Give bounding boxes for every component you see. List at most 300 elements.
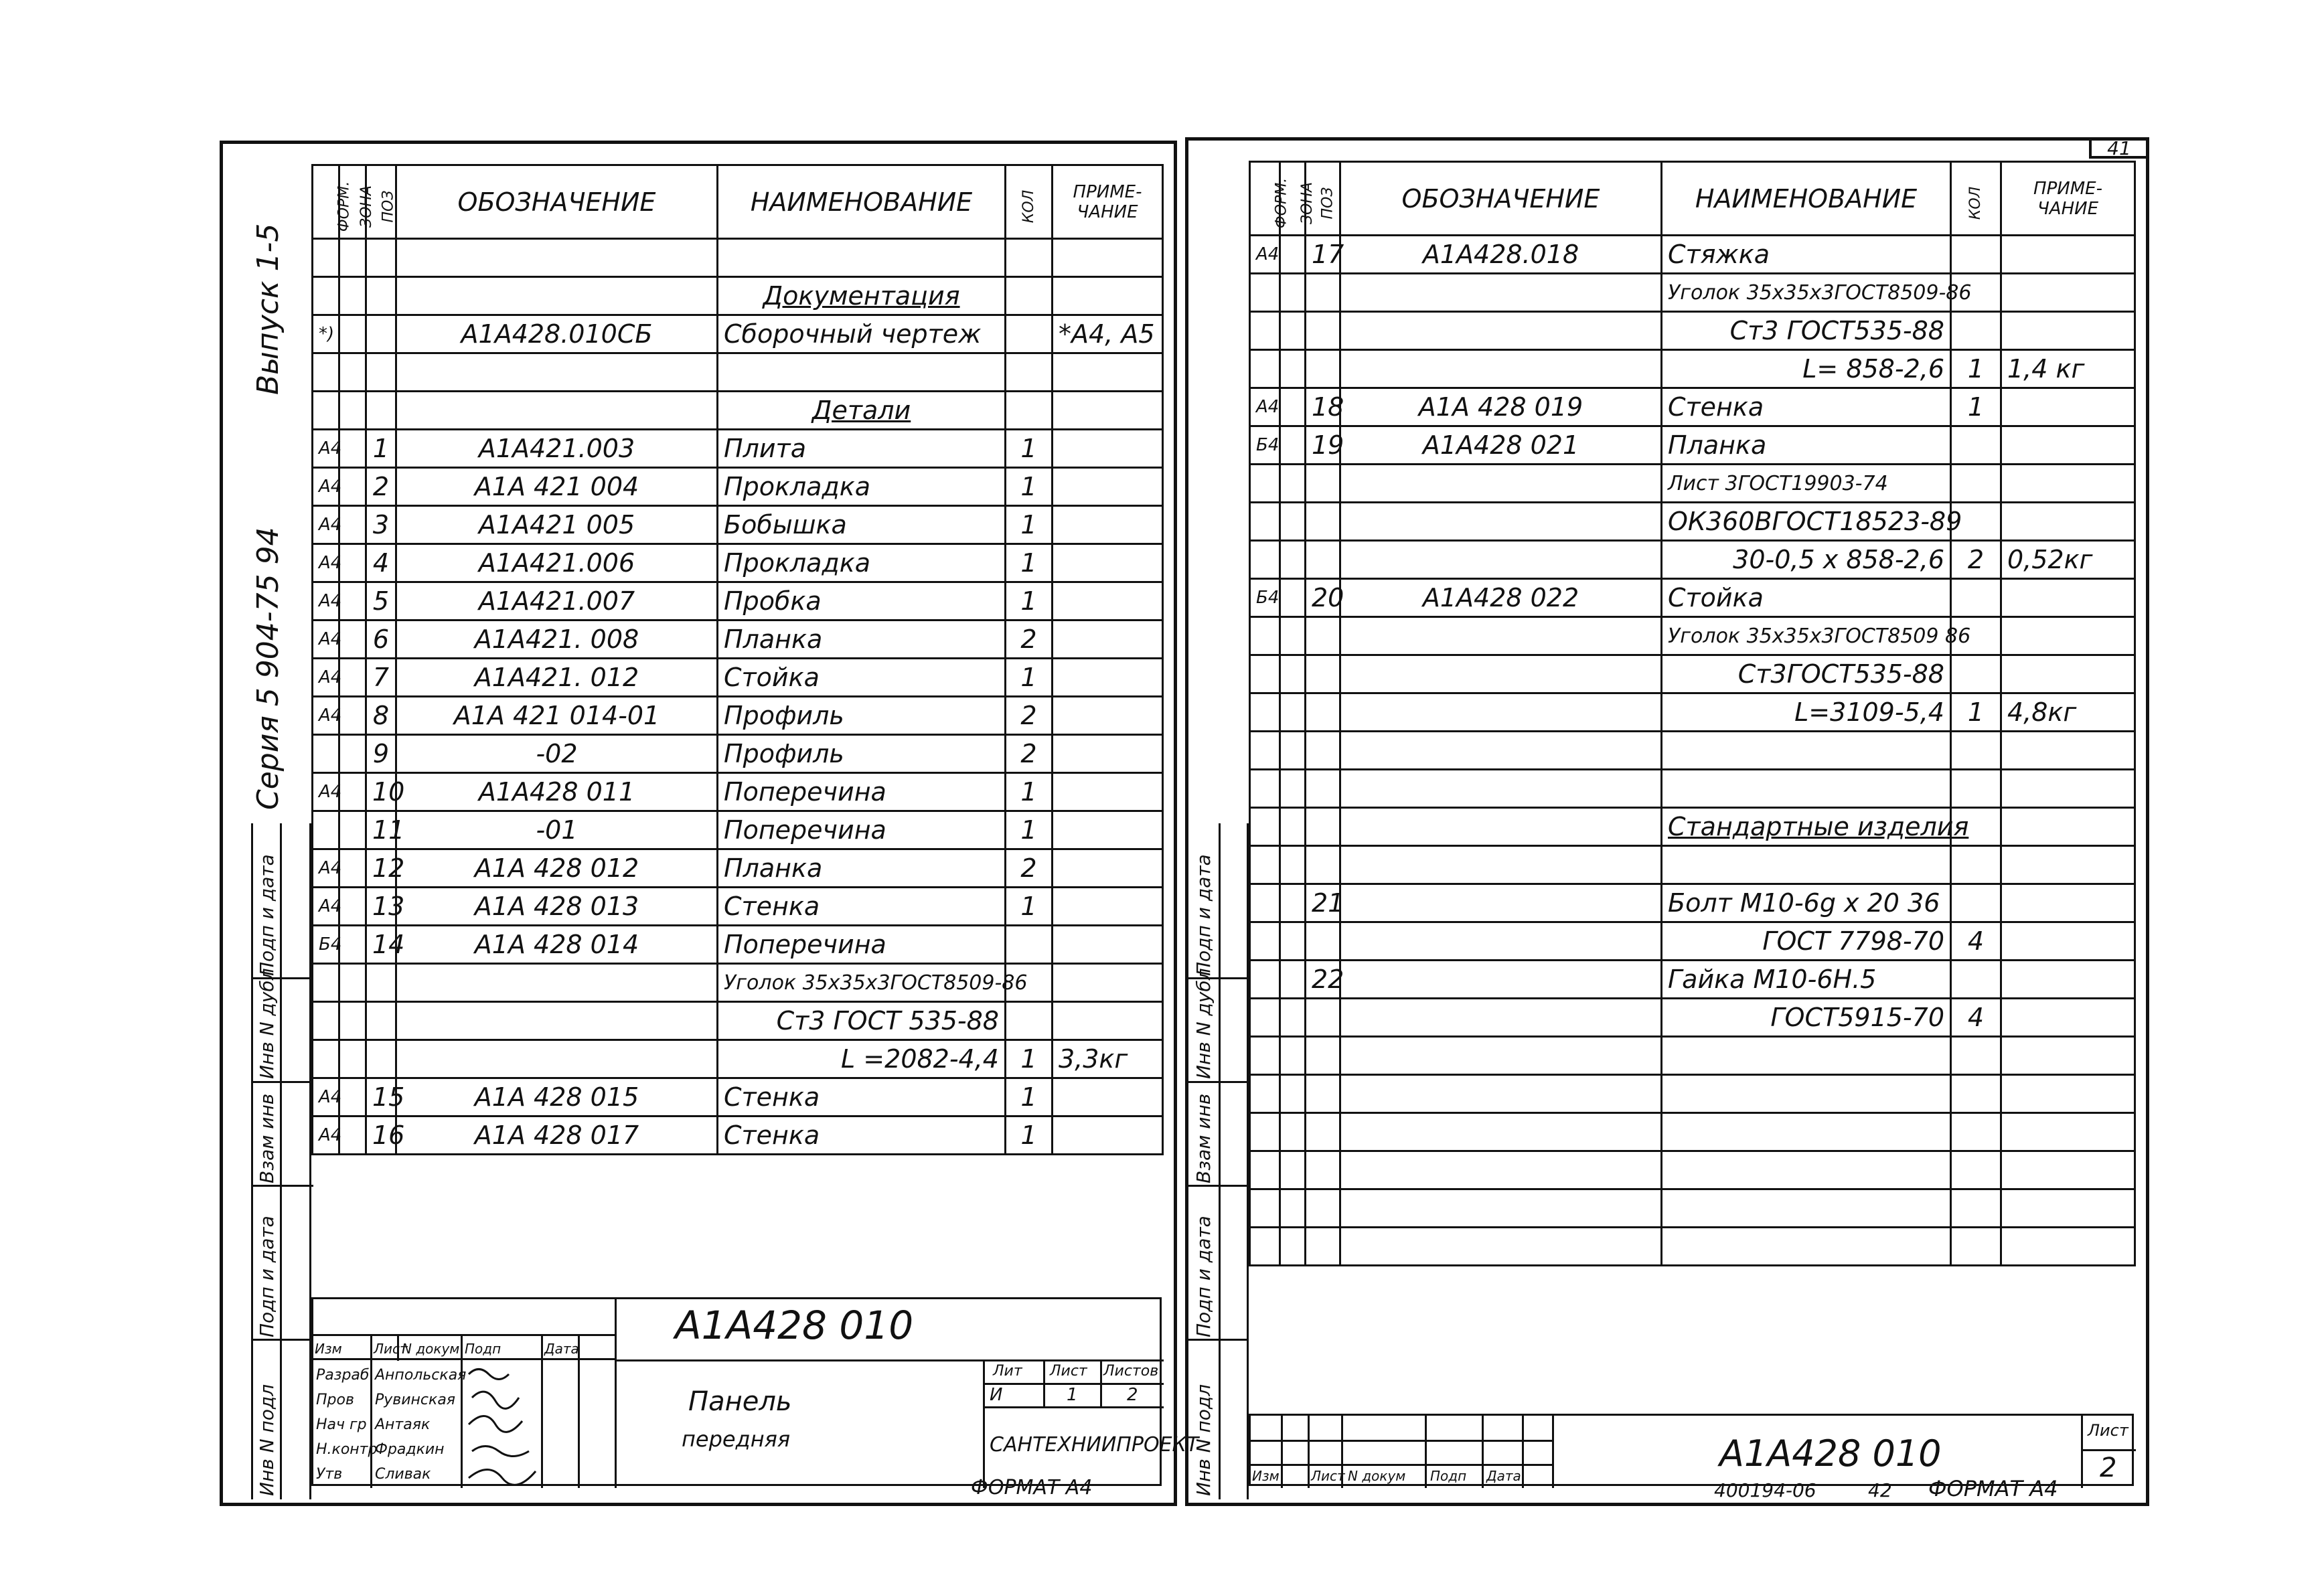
cell-zone [339, 315, 366, 353]
cell-pos [1306, 541, 1340, 579]
cell-designation [396, 1002, 718, 1040]
table-row [1250, 693, 2135, 732]
cell-note [1053, 430, 1163, 468]
table-row [1250, 1075, 2135, 1113]
side-label-2-5: Инв N подл [1192, 1384, 1215, 1496]
cell-pos [366, 392, 396, 430]
cell-note: 1,4 кг [2001, 350, 2135, 388]
cell-qty [1006, 392, 1053, 430]
table-row [1250, 426, 2135, 465]
table-row [1250, 350, 2135, 388]
table-row [313, 353, 1163, 392]
cell-format [1250, 884, 1280, 922]
cell-qty: 1 [1006, 430, 1053, 468]
cell-format: А4 [313, 582, 339, 620]
side-label-4: Подп и дата [256, 1216, 278, 1337]
col-pos: ПОЗ [366, 165, 396, 239]
cell-note [1053, 926, 1163, 964]
table-row [313, 811, 1163, 849]
stamp1-doc-code: А1А428 010 [675, 1303, 914, 1348]
table-row [1250, 884, 2135, 922]
cell-pos: 6 [366, 620, 396, 659]
cell-zone [1280, 465, 1306, 503]
cell-name: Стенка [718, 1078, 1006, 1116]
table-row [1250, 770, 2135, 808]
cell-name: Планка [1662, 426, 1951, 465]
stamp1-col-list: Лист [374, 1341, 408, 1357]
col2-format: ФОРМ. [1250, 162, 1280, 236]
cell-format: А4 [313, 773, 339, 811]
stamp1-sheet-value: 1 [1067, 1385, 1078, 1405]
cell-qty [1951, 846, 2001, 884]
cell-note [2001, 274, 2135, 312]
cell-designation: А1А 428 019 [1340, 388, 1662, 426]
cell-note: *А4, А5 [1053, 315, 1163, 353]
cell-designation [1340, 1075, 1662, 1113]
cell-qty: 1 [1951, 388, 2001, 426]
cell-zone [339, 1078, 366, 1116]
footer2-num: 42 [1868, 1479, 1892, 1501]
table-row [313, 277, 1163, 315]
cell-format: А4 [313, 430, 339, 468]
cell-qty [1951, 770, 2001, 808]
table-row [313, 1002, 1163, 1040]
cell-zone [1280, 1075, 1306, 1113]
cell-note [1053, 239, 1163, 277]
cell-note [2001, 884, 2135, 922]
stamp2-col-izm: Изм [1252, 1468, 1280, 1484]
col2-pos: ПОЗ [1306, 162, 1340, 236]
stamp1-title2: передняя [682, 1426, 791, 1452]
cell-qty [1951, 236, 2001, 274]
col-note: ПРИМЕ-ЧАНИЕ [1053, 165, 1163, 239]
cell-designation [1340, 465, 1662, 503]
cell-name: Профиль [718, 697, 1006, 735]
cell-format [1250, 541, 1280, 579]
cell-pos [1306, 274, 1340, 312]
cell-qty: 1 [1006, 1040, 1053, 1078]
cell-pos [1306, 1113, 1340, 1151]
table-row [313, 315, 1163, 353]
side-label-5: Инв N подл [256, 1384, 278, 1496]
cell-designation: А1А421.003 [396, 430, 718, 468]
cell-name [1662, 1113, 1951, 1151]
cell-pos [1306, 770, 1340, 808]
col2-note: ПРИМЕ-ЧАНИЕ [2001, 162, 2135, 236]
cell-zone [1280, 1189, 1306, 1228]
cell-zone [339, 239, 366, 277]
cell-qty: 1 [1006, 468, 1053, 506]
cell-qty [1951, 465, 2001, 503]
cell-note [1053, 697, 1163, 735]
table-row [1250, 808, 2135, 846]
cell-designation: А1А428 021 [1340, 426, 1662, 465]
table-row [313, 430, 1163, 468]
cell-format: А4 [313, 1078, 339, 1116]
cell-format [1250, 922, 1280, 961]
col2-zone: ЗОНА [1280, 162, 1306, 236]
cell-format [1250, 808, 1280, 846]
cell-note [2001, 426, 2135, 465]
cell-name: Стойка [1662, 579, 1951, 617]
table-row [313, 544, 1163, 582]
cell-pos: 21 [1306, 884, 1340, 922]
title-block-2 [1249, 1414, 2134, 1486]
cell-name: Прокладка [718, 544, 1006, 582]
cell-designation [1340, 732, 1662, 770]
cell-designation [1340, 922, 1662, 961]
cell-format: А4 [313, 506, 339, 544]
cell-pos: 18 [1306, 388, 1340, 426]
cell-designation: -01 [396, 811, 718, 849]
cell-qty [1951, 1228, 2001, 1266]
cell-note [2001, 846, 2135, 884]
cell-designation [1340, 693, 1662, 732]
stamp2-sheet-label: Лист [2088, 1421, 2128, 1440]
cell-zone [339, 582, 366, 620]
cell-name: Поперечина [718, 926, 1006, 964]
cell-note [1053, 811, 1163, 849]
cell-name: Стенка [718, 1116, 1006, 1155]
cell-pos: 9 [366, 735, 396, 773]
cell-format [1250, 732, 1280, 770]
stamp2-col-podp: Подп [1430, 1468, 1467, 1484]
cell-pos [366, 964, 396, 1002]
stamp1-roles: Разраб Пров Нач гр Н.контр Утв [316, 1367, 378, 1483]
cell-format [1250, 503, 1280, 541]
cell-zone [339, 277, 366, 315]
side-label-1: Подп и дата [256, 854, 278, 976]
cell-designation: А1А421. 012 [396, 659, 718, 697]
cell-qty [1006, 353, 1053, 392]
cell-format [1250, 770, 1280, 808]
side-label-2-2: Инв N дубл [1192, 968, 1215, 1079]
side-label-2-1: Подп и дата [1192, 854, 1215, 976]
cell-format [1250, 617, 1280, 655]
cell-zone [339, 926, 366, 964]
cell-name: Планка [718, 620, 1006, 659]
cell-designation [1340, 808, 1662, 846]
cell-pos [366, 239, 396, 277]
stamp1-names: Анпольская Рувинская Антаяк Фрадкин Сливак [375, 1367, 467, 1483]
stamp1-col-podp: Подп [465, 1341, 501, 1357]
cell-designation: А1А421.007 [396, 582, 718, 620]
cell-note [2001, 732, 2135, 770]
cell-note [1053, 353, 1163, 392]
cell-note [2001, 388, 2135, 426]
cell-qty: 1 [1006, 1116, 1053, 1155]
cell-pos [1306, 312, 1340, 350]
cell-pos: 20 [1306, 579, 1340, 617]
cell-pos [1306, 693, 1340, 732]
side-label-3: Взам инв [256, 1093, 278, 1183]
cell-zone [1280, 236, 1306, 274]
cell-designation [1340, 1037, 1662, 1075]
cell-format: Б4 [313, 926, 339, 964]
cell-zone [1280, 388, 1306, 426]
spec-table-1 [311, 164, 1164, 1155]
cell-zone [1280, 922, 1306, 961]
cell-designation [1340, 770, 1662, 808]
col-designation: ОБОЗНАЧЕНИЕ [396, 165, 718, 239]
cell-note: 0,52кг [2001, 541, 2135, 579]
cell-qty [1951, 579, 2001, 617]
table-row [1250, 1189, 2135, 1228]
cell-pos [366, 1002, 396, 1040]
cell-format [1250, 846, 1280, 884]
table-row [1250, 1228, 2135, 1266]
cell-note [1053, 659, 1163, 697]
signatures [462, 1361, 541, 1487]
cell-name: Уголок 35х35х3ГОСТ8509 86 [1662, 617, 1951, 655]
table-row [313, 926, 1163, 964]
cell-designation [1340, 961, 1662, 999]
format-label-2: ФОРМАТ А4 [1928, 1476, 2058, 1501]
cell-format [1250, 1113, 1280, 1151]
table-row [1250, 465, 2135, 503]
cell-qty [1951, 1113, 2001, 1151]
cell-format [313, 353, 339, 392]
cell-pos [1306, 999, 1340, 1037]
cell-name: Детали [718, 392, 1006, 430]
cell-qty [1951, 1151, 2001, 1189]
cell-zone [1280, 1151, 1306, 1189]
cell-name [1662, 1228, 1951, 1266]
title-block-1 [311, 1297, 1199, 1486]
cell-pos [1306, 1189, 1340, 1228]
cell-note [2001, 808, 2135, 846]
cell-name [1662, 846, 1951, 884]
cell-pos: 13 [366, 888, 396, 926]
cell-name [1662, 1189, 1951, 1228]
table-row [313, 1040, 1163, 1078]
table-row [313, 239, 1163, 277]
cell-name: L =2082-4,4 [718, 1040, 1006, 1078]
table2-header-row [1250, 162, 2135, 236]
cell-note [2001, 1113, 2135, 1151]
col2-name: НАИМЕНОВАНИЕ [1662, 162, 1951, 236]
table-row [313, 773, 1163, 811]
cell-note [2001, 236, 2135, 274]
cell-name: Стандартные изделия [1662, 808, 1951, 846]
cell-designation [1340, 655, 1662, 693]
side-label-2: Инв N дубл [256, 968, 278, 1079]
cell-note [1053, 620, 1163, 659]
cell-zone [1280, 1037, 1306, 1075]
cell-zone [1280, 541, 1306, 579]
table-row [313, 735, 1163, 773]
cell-zone [339, 1116, 366, 1155]
cell-zone [339, 888, 366, 926]
table-row [1250, 655, 2135, 693]
cell-name [1662, 732, 1951, 770]
cell-note [1053, 1078, 1163, 1116]
cell-designation [396, 353, 718, 392]
table-row [1250, 388, 2135, 426]
cell-name: Гайка М10-6Н.5 [1662, 961, 1951, 999]
cell-designation: А1А 428 017 [396, 1116, 718, 1155]
cell-qty: 2 [1006, 620, 1053, 659]
cell-format: А4 [313, 849, 339, 888]
table-row [313, 964, 1163, 1002]
cell-note [2001, 617, 2135, 655]
cell-qty [1006, 1002, 1053, 1040]
cell-note [1053, 277, 1163, 315]
cell-qty: 1 [1006, 1078, 1053, 1116]
cell-designation [1340, 503, 1662, 541]
cell-designation [1340, 1189, 1662, 1228]
stamp1-org: САНТЕХНИИПРОЕКТ [990, 1433, 1199, 1457]
cell-note [2001, 999, 2135, 1037]
cell-designation [1340, 999, 1662, 1037]
cell-pos [1306, 1037, 1340, 1075]
cell-name: Ст3 ГОСТ535-88 [1662, 312, 1951, 350]
cell-pos [1306, 617, 1340, 655]
cell-designation: А1А428 022 [1340, 579, 1662, 617]
table-row [313, 392, 1163, 430]
cell-zone [339, 1040, 366, 1078]
cell-qty: 1 [1951, 350, 2001, 388]
cell-zone [1280, 693, 1306, 732]
cell-name: Сборочный чертеж [718, 315, 1006, 353]
cell-qty: 2 [1006, 849, 1053, 888]
cell-pos [1306, 846, 1340, 884]
cell-designation [1340, 1113, 1662, 1151]
cell-designation: А1А 421 004 [396, 468, 718, 506]
stamp1-title1: Панель [688, 1386, 792, 1417]
cell-note [2001, 312, 2135, 350]
cell-qty: 1 [1006, 506, 1053, 544]
cell-note [2001, 1151, 2135, 1189]
cell-name: Поперечина [718, 811, 1006, 849]
cell-name: ГОСТ 7798-70 [1662, 922, 1951, 961]
cell-pos [366, 1040, 396, 1078]
cell-designation: А1А421.006 [396, 544, 718, 582]
table-row [1250, 1037, 2135, 1075]
cell-pos: 8 [366, 697, 396, 735]
cell-format: А4 [313, 1116, 339, 1155]
cell-format [1250, 655, 1280, 693]
cell-name [1662, 1075, 1951, 1113]
cell-designation [396, 392, 718, 430]
cell-pos [1306, 732, 1340, 770]
cell-note [1053, 964, 1163, 1002]
stamp1-col-data: Дата [544, 1341, 579, 1357]
cell-zone [339, 773, 366, 811]
cell-name: Болт М10-6g х 20 36 [1662, 884, 1951, 922]
cell-designation [1340, 1228, 1662, 1266]
table-row [313, 582, 1163, 620]
table-row [313, 506, 1163, 544]
cell-zone [1280, 274, 1306, 312]
cell-qty: 4 [1951, 922, 2001, 961]
side-label-2-3: Взам инв [1192, 1093, 1215, 1183]
cell-qty: 1 [1006, 544, 1053, 582]
cell-pos: 7 [366, 659, 396, 697]
cell-pos: 2 [366, 468, 396, 506]
table-row [1250, 274, 2135, 312]
cell-format [1250, 961, 1280, 999]
cell-qty [1951, 655, 2001, 693]
cell-format: *) [313, 315, 339, 353]
cell-zone [1280, 312, 1306, 350]
cell-designation: А1А 428 015 [396, 1078, 718, 1116]
cell-format [313, 277, 339, 315]
cell-zone [339, 544, 366, 582]
table-row [1250, 732, 2135, 770]
cell-note: 3,3кг [1053, 1040, 1163, 1078]
cell-name: Плита [718, 430, 1006, 468]
cell-format: А4 [313, 888, 339, 926]
cell-note [2001, 1037, 2135, 1075]
cell-pos: 11 [366, 811, 396, 849]
cell-pos [1306, 1151, 1340, 1189]
table-row [1250, 961, 2135, 999]
col-format: ФОРМ. [313, 165, 339, 239]
cell-pos: 1 [366, 430, 396, 468]
cell-note [2001, 770, 2135, 808]
cell-format: А4 [1250, 388, 1280, 426]
cell-note [1053, 506, 1163, 544]
cell-zone [1280, 808, 1306, 846]
col2-designation: ОБОЗНАЧЕНИЕ [1340, 162, 1662, 236]
table-row [313, 697, 1163, 735]
cell-qty: 1 [1006, 888, 1053, 926]
cell-qty: 2 [1951, 541, 2001, 579]
cell-designation: А1А428.018 [1340, 236, 1662, 274]
cell-name: L=3109-5,4 [1662, 693, 1951, 732]
cell-pos [1306, 503, 1340, 541]
cell-note [1053, 773, 1163, 811]
cell-format: Б4 [1250, 579, 1280, 617]
cell-zone [1280, 846, 1306, 884]
cell-designation [1340, 846, 1662, 884]
cell-designation [1340, 617, 1662, 655]
cell-qty [1951, 1037, 2001, 1075]
cell-pos [1306, 1075, 1340, 1113]
cell-name: Документация [718, 277, 1006, 315]
col2-qty: КОЛ [1951, 162, 2001, 236]
cell-name: 30-0,5 х 858-2,6 [1662, 541, 1951, 579]
cell-qty [1951, 426, 2001, 465]
cell-format [313, 964, 339, 1002]
cell-name: Пробка [718, 582, 1006, 620]
stamp2-sheet-value: 2 [2100, 1453, 2117, 1483]
cell-format [1250, 693, 1280, 732]
cell-pos [1306, 1228, 1340, 1266]
cell-note [2001, 579, 2135, 617]
cell-format [1250, 312, 1280, 350]
cell-qty: 4 [1951, 999, 2001, 1037]
cell-note: 4,8кг [2001, 693, 2135, 732]
cell-zone [1280, 884, 1306, 922]
cell-zone [339, 735, 366, 773]
cell-name [1662, 770, 1951, 808]
cell-note [2001, 1189, 2135, 1228]
col-zone: ЗОНА [339, 165, 366, 239]
cell-note [1053, 735, 1163, 773]
table-header-row [313, 165, 1163, 239]
cell-pos [1306, 350, 1340, 388]
issue-label: Выпуск 1-5 [251, 223, 285, 395]
cell-pos: 17 [1306, 236, 1340, 274]
cell-designation [396, 277, 718, 315]
cell-designation [396, 239, 718, 277]
cell-designation: А1А 428 012 [396, 849, 718, 888]
cell-name: L= 858-2,6 [1662, 350, 1951, 388]
cell-name: Лист 3ГОСТ19903-74 [1662, 465, 1951, 503]
cell-name: Поперечина [718, 773, 1006, 811]
